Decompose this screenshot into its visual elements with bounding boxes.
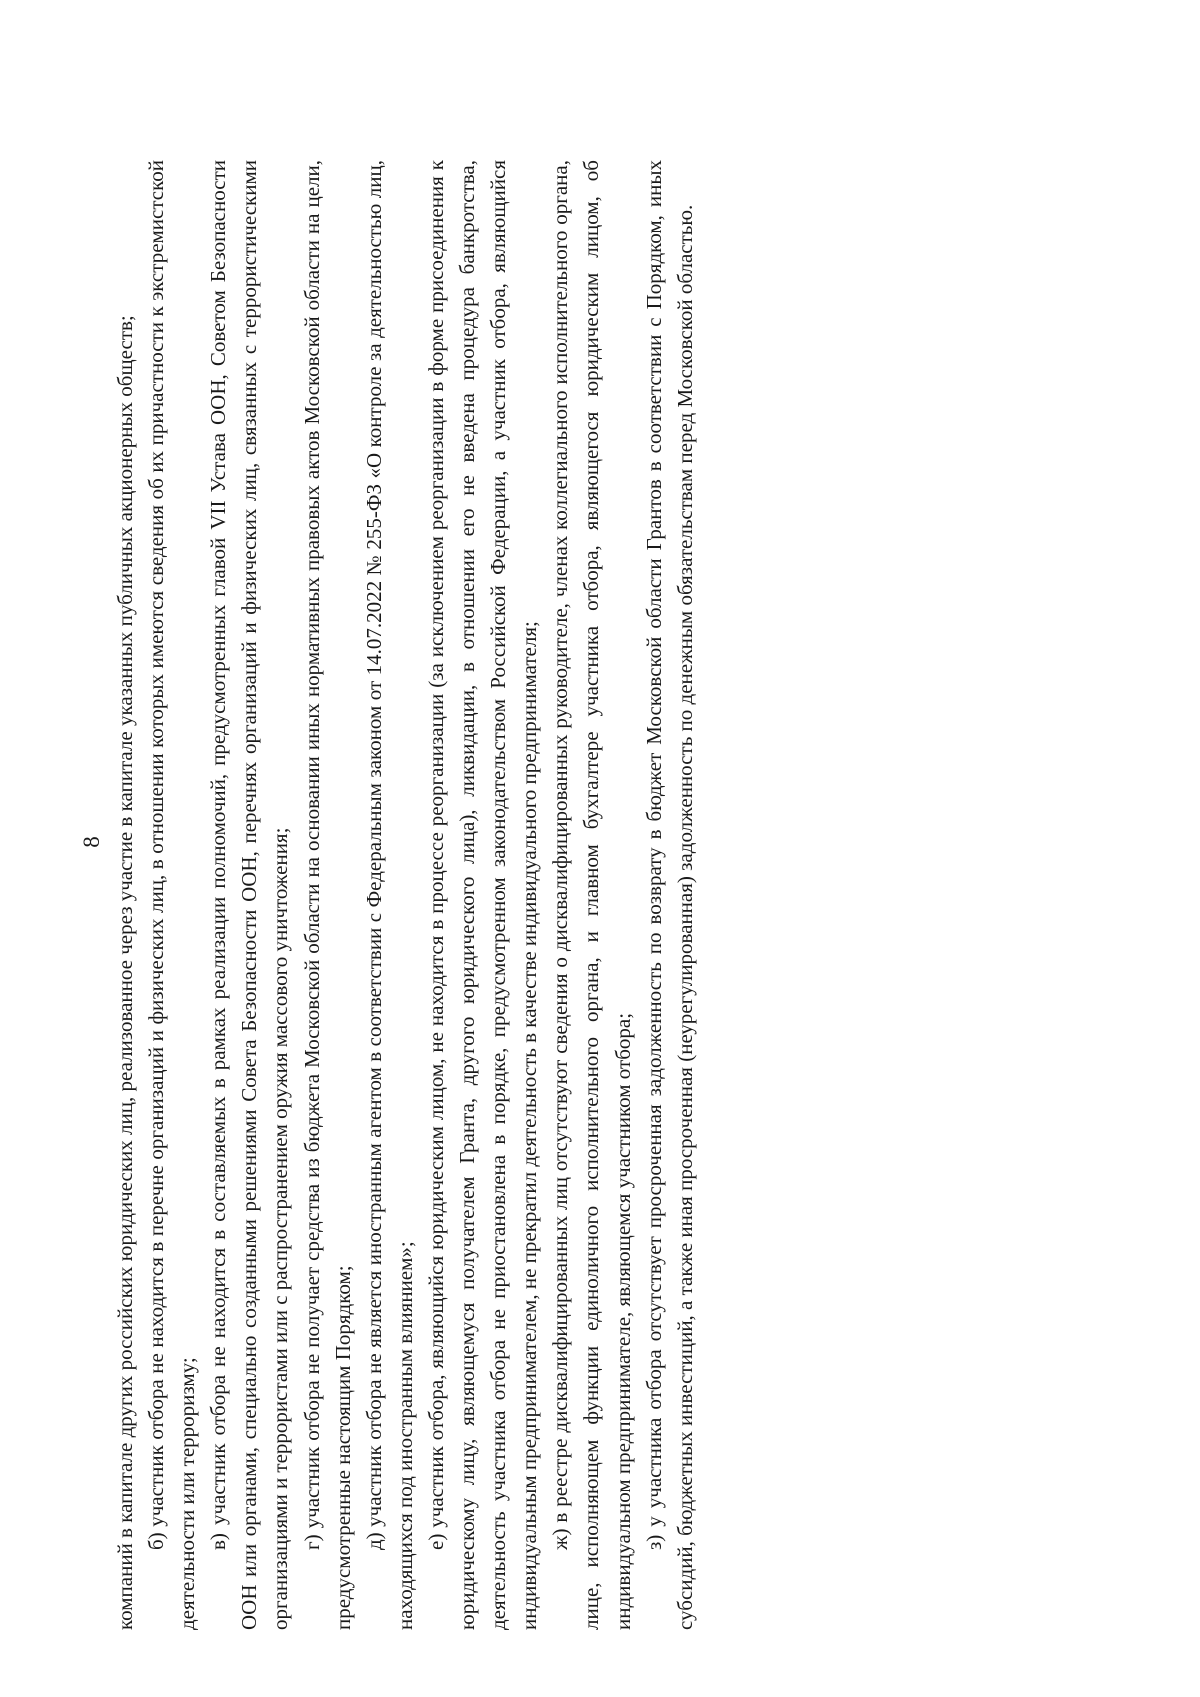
- paragraph-item-z: з) у участника отбора отсутствует просроченная задолженность по возврату в бюджет Московской области Грантов в соответствии с Порядком, иных субсидий, бюджетных инвестиций, а также иная просроченная (неурегулированная) задолженность по денежным обязательствам перед Московской областью.: [641, 160, 697, 1630]
- page-number: 8: [79, 836, 104, 848]
- document-body: [110, 160, 701, 1630]
- paragraph-item-d: д) участник отбора не является иностранным агентом в соответствии с Федеральным законом от 14.07.2022 № 255-ФЗ «О контроле за деятельностью лиц, находящихся под иностранным влиянием»;: [361, 160, 417, 1630]
- paragraph-item-v: в) участник отбора не находится в составляемых в рамках реализации полномочий, предусмотренных главой VII Устава ООН, Советом Безопасности ООН или органами, специально созданными решениями Совета Безопасности ООН, перечнях организаций и физических лиц, связанных с террористическими организациями и террористами или с распространением оружия массового уничтожения;: [206, 160, 293, 1630]
- paragraph-continuation: компаний в капитале других российских юридических лиц, реализованное через участие в капитале указанных публичных акционерных обществ;: [113, 315, 137, 1630]
- paragraph-item-g: г) участник отбора не получает средства из бюджета Московской области на основании иных нормативных правовых актов Московской области на цели, предусмотренные настоящим Порядком;: [299, 160, 355, 1630]
- paragraph-item-b: б) участник отбора не находится в перечне организаций и физических лиц, в отношении которых имеются сведения об их причастности к экстремистской деятельности или терроризму;: [144, 160, 200, 1630]
- paragraph-item-zh: ж) в реестре дисквалифицированных лиц отсутствуют сведения о дисквалифицированных руководителе, членах коллегиального исполнительного органа, лице, исполняющем функции единоличного исполнительного органа, и главном бухгалтере участника отбора, являющегося юридическим лицом, об индивидуальном предпринимателе, являющемся участником отбора;: [548, 160, 635, 1630]
- paragraph-item-e: е) участник отбора, являющийся юридическим лицом, не находится в процессе реорганизации (за исключением реорганизации в форме присоединения к юридическому лицу, являющемуся получателем Гранта, другого юридического лица), ликвидации, в отношении его не введена процедура банкротства, деятельность участника отбора не приостановлена в порядке, предусмотренном законодательством Российской Федерации, а участник отбора, являющийся индивидуальным предпринимателем, не прекратил деятельность в качестве индивидуального предпринимателя;: [423, 160, 542, 1630]
- rotated-page-content: [110, 160, 1150, 1630]
